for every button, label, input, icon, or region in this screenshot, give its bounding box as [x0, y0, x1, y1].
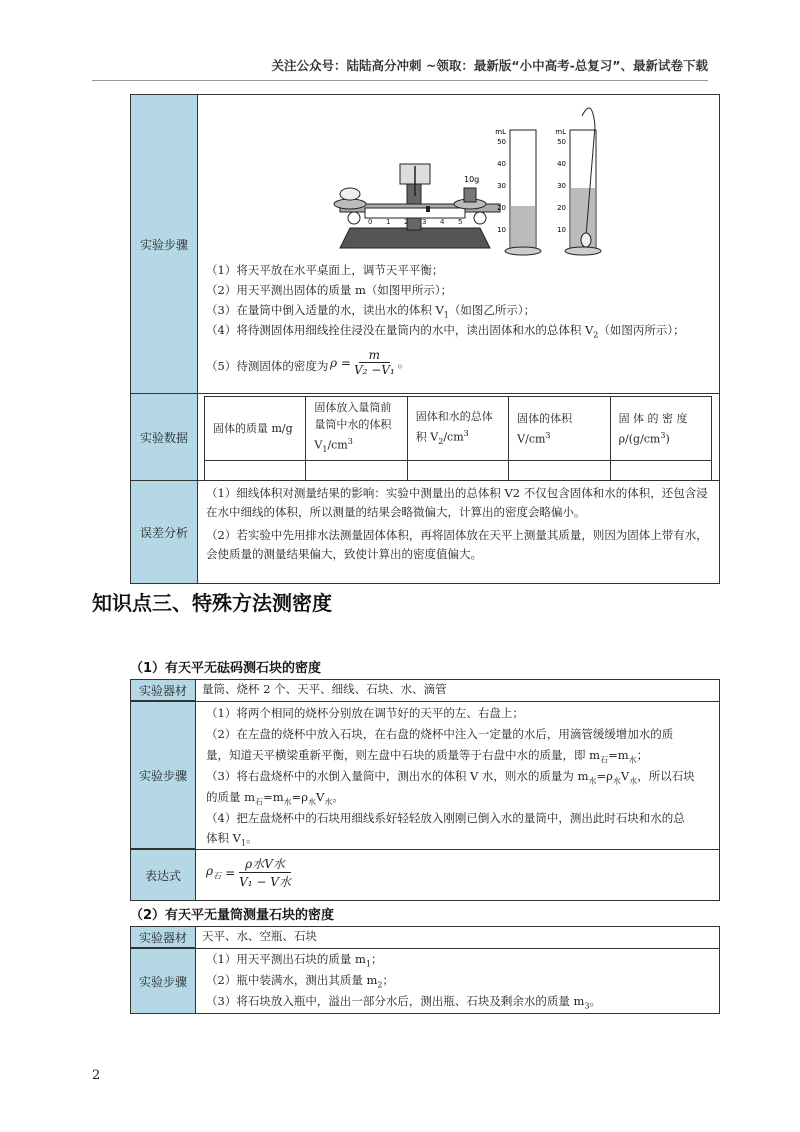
row-divider: [130, 701, 720, 702]
part1-step-2a: （2）在左盘的烧杯中放入石块，在右盘的烧杯中注入一定量的水后，用滴管缓缓增加水的质: [206, 727, 674, 741]
svg-text:30: 30: [557, 182, 566, 190]
empty-cell[interactable]: [610, 460, 711, 480]
part2-step-1: （1）用天平测出石块的质量 $m_1$；: [206, 952, 383, 969]
svg-text:50: 50: [557, 138, 566, 146]
step-2: （2）用天平测出固体的质量 m（如图甲所示）；: [206, 283, 453, 297]
part1-step-4b: 体积 $V_1$。: [206, 831, 258, 848]
weight-10g: [464, 188, 476, 202]
rider: [426, 206, 430, 212]
apparatus-figure: [320, 96, 620, 256]
page-number: 2: [92, 1068, 101, 1083]
step-4: （4）将待测固体用细线拴住浸没在量筒内的水中，读出固体和水的总体积 $V_2$（如图丙所示）；: [206, 323, 685, 340]
part1-step-3a: （3）将右盘烧杯中的水倒入量筒中，测出水的体积 V 水，则水的质量为 $m_水=\rho_水V_水$，所以石块: [206, 769, 695, 786]
scale-tick: 5: [458, 218, 463, 226]
svg-text:30: 30: [497, 182, 506, 190]
label-error: 误差分析: [130, 480, 198, 584]
part1-step-3b: 的质量 $m_石=m_水=\rho_水V_水$。: [206, 790, 344, 807]
page-header: 关注公众号：陆陆高分冲刺 ~领取：最新版“小中高考-总复习”、最新试卷下载: [271, 58, 708, 73]
empty-cell[interactable]: [509, 460, 610, 480]
col-v2: 固体和水的总体积 $V_2/cm^3$: [407, 397, 508, 461]
step-1: （1）将天平放在水平桌面上，调节天平平衡；: [206, 263, 444, 277]
svg-text:20: 20: [557, 204, 566, 212]
density-formula: ρ = $\frac{m}{\text{V₂ −V₁}}$ 。: [330, 348, 410, 377]
empty-cell[interactable]: [205, 460, 306, 480]
stone: [340, 188, 360, 200]
header-rule: [92, 80, 708, 81]
part2-title: （2）有天平无量筒测量石块的密度: [130, 908, 335, 923]
scale-tick: 4: [440, 218, 445, 226]
svg-text:mL: mL: [555, 128, 566, 136]
cylinder-c: [555, 108, 601, 255]
col-mass: 固体的质量 m/g: [205, 397, 306, 461]
part2-label-steps: 实验步骤: [130, 948, 196, 1014]
cylinder-b: [495, 128, 541, 255]
balance-base: [340, 228, 490, 248]
scale-tick: 1: [386, 218, 391, 226]
empty-cell[interactable]: [407, 460, 508, 480]
part2-step-3: （3）将石块放入瓶中，溢出一部分水后，测出瓶、石块及剩余水的质量 $m_3$。: [206, 994, 601, 1011]
part2-equip: 天平、水、空瓶、石块: [202, 929, 317, 943]
part1-step-4a: （4）把左盘烧杯中的石块用细线系好轻轻放入刚刚已倒入水的量筒中，测出此时石块和水的总: [206, 811, 685, 825]
part2-step-2: （2）瓶中装满水，测出其质量 $m_2$；: [206, 973, 394, 990]
scale-tick: 3: [422, 218, 427, 226]
label-data: 实验数据: [130, 393, 198, 481]
svg-text:10: 10: [557, 226, 566, 234]
svg-text:50: 50: [497, 138, 506, 146]
svg-text:20: 20: [497, 204, 506, 212]
part2-label-equip: 实验器材: [130, 926, 196, 948]
error-2: （2）若实验中先用排水法测量固体体积，再将固体放在天平上测量其质量，则因为固体上带有水，会使质量的测量结果偏大，致使计算出的密度值偏大。: [206, 528, 708, 561]
part1-expression: $\rho_石$ = ρ水V水 V₁ − V水: [206, 857, 291, 889]
svg-text:40: 40: [497, 160, 506, 168]
svg-text:10: 10: [497, 226, 506, 234]
step-3: （3）在量筒中倒入适量的水，读出水的体积 $V_1$（如图乙所示）；: [206, 303, 536, 320]
part1-title: （1）有天平无砝码测石块的密度: [130, 661, 322, 676]
part1-step-2b: 量，知道天平横梁重新平衡，则左盘中石块的质量等于右盘中水的质量，即 $m_石=m_水$；: [206, 748, 649, 765]
section-title: 知识点三、特殊方法测密度: [92, 591, 332, 615]
scale-tick: 2: [404, 218, 409, 226]
step-5: （5）待测固体的密度为: [206, 359, 329, 373]
label-steps: 实验步骤: [130, 94, 198, 394]
data-table: [204, 396, 712, 481]
error-1: （1）细线体积对测量结果的影响：实验中测量出的总体积 V2 不仅包含固体和水的体积，还包含浸在水中细线的体积，所以测量的结果会略微偏大，计算出的密度会略偏小。: [206, 486, 708, 519]
empty-cell[interactable]: [306, 460, 407, 480]
col-volume: 固体的体积 $V/cm^3$: [509, 397, 610, 461]
col-v1: 固体放入量筒前量筒中水的体积$V_1/cm^3$: [306, 397, 407, 461]
col-density: 固 体 的 密 度$\rho/(g/cm^3)$: [610, 397, 711, 461]
part1-label-equip: 实验器材: [130, 679, 196, 701]
svg-text:mL: mL: [495, 128, 506, 136]
part1-step-1: （1）将两个相同的烧杯分别放在调节好的天平的左、右盘上；: [206, 706, 524, 720]
beam-scale: [365, 208, 465, 218]
scale-tick: 0: [368, 218, 373, 226]
weight-label: 10g: [464, 175, 480, 184]
row-divider: [130, 849, 720, 850]
svg-text:40: 40: [557, 160, 566, 168]
row-divider: [130, 393, 720, 394]
part1-equip: 量筒、烧杯 2 个、天平、细线、石块、水、滴管: [202, 682, 447, 696]
part1-label-expr: 表达式: [130, 849, 196, 901]
part1-label-steps: 实验步骤: [130, 701, 196, 849]
